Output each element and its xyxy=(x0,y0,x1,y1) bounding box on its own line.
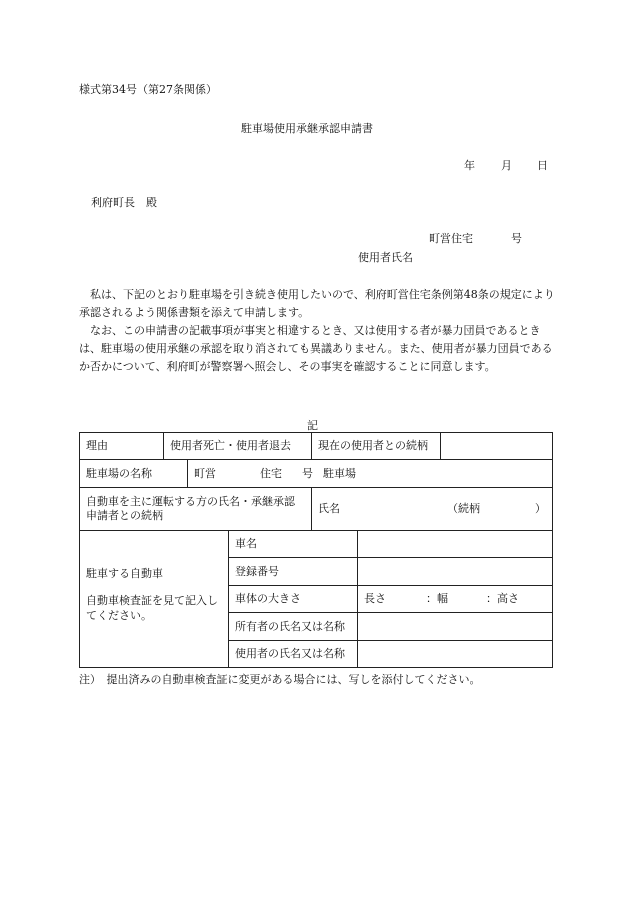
housing-number-label: 号 xyxy=(511,232,522,245)
ki-heading: 記 xyxy=(307,419,318,432)
body-paragraph-1: 私は、下記のとおり駐車場を引き続き使用したいので、利府町営住宅条例第48条の規定により承認されるよう関係書類を添えて申請します。 xyxy=(79,288,555,319)
car-section-label: 駐車する自動車 xyxy=(86,567,163,580)
footnote: 注） 提出済みの自動車検査証に変更がある場合には、写しを添付してください。 xyxy=(79,673,481,686)
form-number: 様式第34号（第27条関係） xyxy=(79,83,217,96)
driver-label: 自動車を主に運転する方の氏名・承継承認申請者との続柄 xyxy=(80,488,312,531)
parking-number: 号 xyxy=(302,466,313,480)
parking-name-label: 駐車場の名称 xyxy=(80,460,188,488)
reason-label: 理由 xyxy=(80,433,164,460)
application-table xyxy=(79,432,553,668)
parking-lot: 駐車場 xyxy=(323,466,356,480)
size-label: 車体の大きさ xyxy=(229,586,358,613)
size-value[interactable] xyxy=(358,586,553,613)
body-paragraph-2: なお、この申請書の記載事項が事実と相違するとき、又は使用する者が暴力団員であるときは、駐車場の使用承継の承認を取り消されても異議ありません。また、使用者が暴力団員であるか否かについて、利府町が警察署へ照会し、その事実を確認することに同意します。 xyxy=(79,324,553,373)
car-section-label-cell xyxy=(80,531,229,668)
registration-value[interactable] xyxy=(358,558,553,586)
user-name-label: 使用者氏名 xyxy=(358,251,413,264)
registration-label: 登録番号 xyxy=(229,558,358,586)
date-year: 年 xyxy=(464,159,475,172)
relation-label: 現在の使用者との続柄 xyxy=(312,433,441,460)
car-section-note: 自動車検査証を見て記入してください。 xyxy=(86,594,218,622)
parking-housing: 住宅 xyxy=(260,466,282,480)
size-width: ：幅 xyxy=(426,592,448,605)
driver-cell[interactable] xyxy=(312,488,553,531)
parking-name-cell[interactable] xyxy=(188,460,553,488)
driver-relation: （続柄 ） xyxy=(447,502,546,515)
user-label: 使用者の氏名又は名称 xyxy=(229,641,358,668)
driver-name-label: 氏名 xyxy=(318,502,340,515)
date-day: 日 xyxy=(537,159,548,172)
size-height: ：高さ xyxy=(486,592,519,605)
size-length: 長さ xyxy=(364,592,386,605)
car-name-label: 車名 xyxy=(229,531,358,558)
owner-label: 所有者の氏名又は名称 xyxy=(229,613,358,641)
reason-value: 使用者死亡・使用者退去 xyxy=(164,433,312,460)
car-name-value[interactable] xyxy=(358,531,553,558)
user-value[interactable] xyxy=(358,641,553,668)
form-title: 駐車場使用承継承認申請書 xyxy=(241,122,373,135)
addressee: 利府町長 殿 xyxy=(91,196,157,209)
owner-value[interactable] xyxy=(358,613,553,641)
relation-value-cell[interactable] xyxy=(441,433,553,460)
housing-label: 町営住宅 xyxy=(429,232,473,245)
parking-town: 町営 xyxy=(194,466,216,480)
date-month: 月 xyxy=(501,159,512,172)
